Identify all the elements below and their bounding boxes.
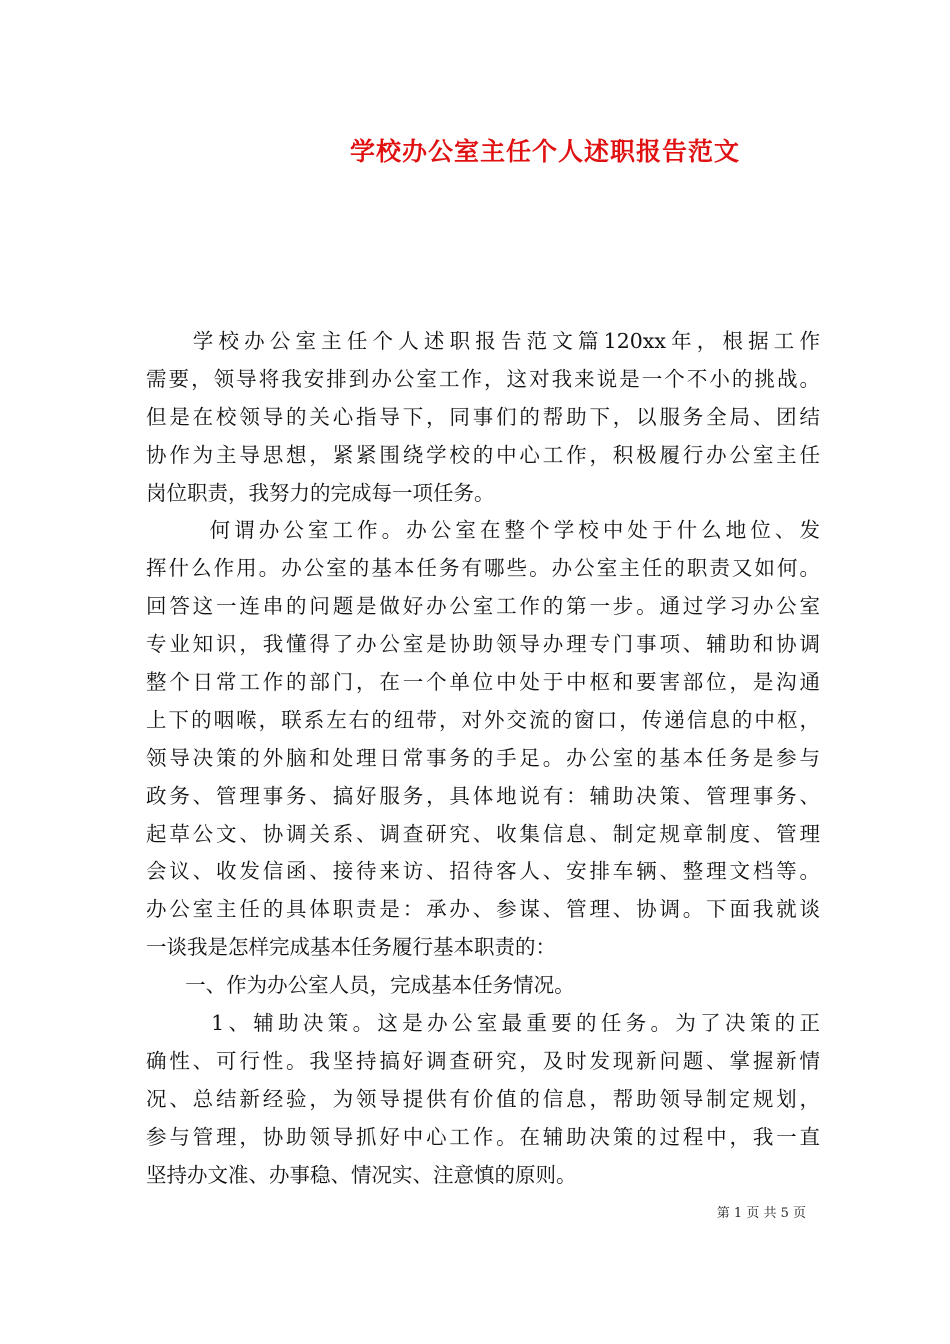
body-line: 参与管理，协助领导抓好中心工作。在辅助决策的过程中，我一直 bbox=[146, 1124, 820, 1149]
body-line: 一、作为办公室人员，完成基本任务情况。 bbox=[146, 973, 575, 998]
page-title: 学校办公室主任个人述职报告范文 bbox=[349, 137, 740, 166]
body-line: 学校办公室主任个人述职报告范文篇120xx年，根据工作 bbox=[146, 329, 820, 353]
body-line: 需要，领导将我安排到办公室工作，这对我来说是一个不小的挑战。 bbox=[146, 366, 820, 391]
body-line: 挥什么作用。办公室的基本任务有哪些。办公室主任的职责又如何。 bbox=[146, 556, 820, 581]
body-line: 协作为主导思想，紧紧围绕学校的中心工作，积极履行办公室主任 bbox=[146, 442, 820, 467]
document-body bbox=[146, 323, 820, 1194]
body-line: 何谓办公室工作。办公室在整个学校中处于什么地位、发 bbox=[146, 518, 820, 543]
body-line: 一谈我是怎样完成基本任务履行基本职责的： bbox=[146, 935, 556, 960]
body-line: 岗位职责，我努力的完成每一项任务。 bbox=[146, 480, 495, 505]
body-line: 会议、收发信函、接待来访、招待客人、安排车辆、整理文档等。 bbox=[146, 859, 820, 884]
body-line: 专业知识，我懂得了办公室是协助领导办理专门事项、辅助和协调 bbox=[146, 632, 820, 657]
page-footer: 第 1 页 共 5 页 bbox=[716, 1206, 806, 1221]
body-line: 上下的咽喉，联系左右的纽带，对外交流的窗口，传递信息的中枢， bbox=[146, 707, 820, 732]
body-line: 起草公文、协调关系、调查研究、收集信息、制定规章制度、管理 bbox=[146, 821, 820, 846]
body-line: 但是在校领导的关心指导下，同事们的帮助下，以服务全局、团结 bbox=[146, 404, 820, 429]
body-line: 办公室主任的具体职责是：承办、参谋、管理、协调。下面我就谈 bbox=[146, 897, 820, 922]
body-line: 领导决策的外脑和处理日常事务的手足。办公室的基本任务是参与 bbox=[146, 745, 820, 770]
body-line: 况、总结新经验，为领导提供有价值的信息，帮助领导制定规划， bbox=[146, 1086, 820, 1111]
body-line: 政务、管理事务、搞好服务，具体地说有：辅助决策、管理事务、 bbox=[146, 783, 820, 808]
body-line: 回答这一连串的问题是做好办公室工作的第一步。通过学习办公室 bbox=[146, 594, 820, 619]
body-line: 1、辅助决策。这是办公室最重要的任务。为了决策的正 bbox=[146, 1011, 820, 1036]
body-line: 确性、可行性。我坚持搞好调查研究，及时发现新问题、掌握新情 bbox=[146, 1048, 820, 1073]
body-line: 整个日常工作的部门，在一个单位中处于中枢和要害部位，是沟通 bbox=[146, 670, 820, 695]
body-line: 坚持办文准、办事稳、情况实、注意慎的原则。 bbox=[146, 1162, 577, 1187]
